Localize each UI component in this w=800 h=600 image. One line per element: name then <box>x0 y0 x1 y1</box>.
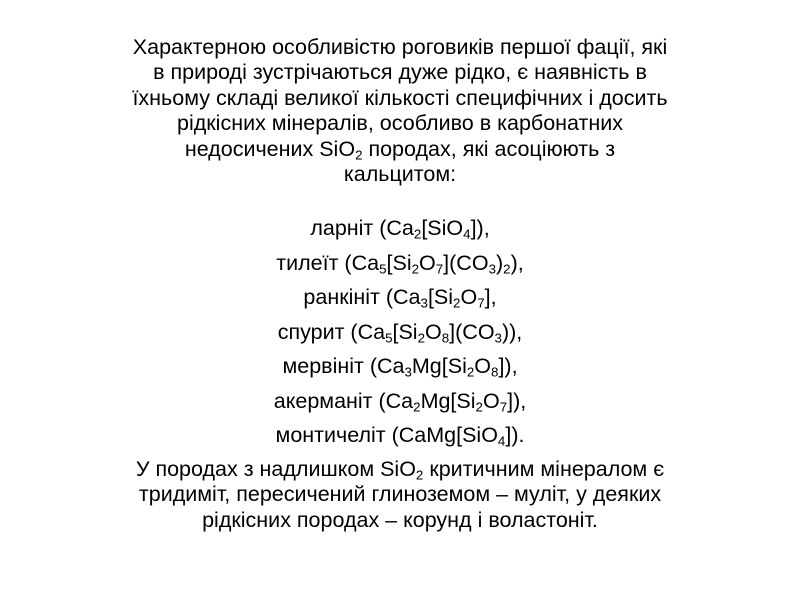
mineral-list <box>0 211 800 453</box>
subscript: 2 <box>411 261 420 277</box>
closing-line: У породах з надлишком SiO$_2$ критичним мінералом є <box>135 457 665 483</box>
closing-paragraph <box>0 457 800 533</box>
mineral-item: ранкініт ($Ca_3[Si_2O_7]$, <box>303 285 497 311</box>
subscript: 7 <box>477 295 485 311</box>
mineral-item: монтичеліт (CaMg[SiO$_4$]). <box>275 423 525 449</box>
mineral-item: спурит $(Ca_5[Si_2O_8](CO_3))$, <box>277 319 523 346</box>
subscript: 2 <box>466 364 475 380</box>
subscript: 2 <box>503 261 511 277</box>
subscript: 2 <box>413 399 421 415</box>
mineral-item: мервініт $(Ca_3Mg[Si_2O_8])$, <box>282 354 518 380</box>
subscript: 2 <box>413 226 422 242</box>
subscript: 8 <box>491 364 499 380</box>
subscript: 4 <box>463 226 471 242</box>
subscript: 7 <box>435 261 444 277</box>
subscript: 5 <box>385 330 393 346</box>
subscript: 4 <box>497 433 506 449</box>
subscript: 3 <box>494 330 502 346</box>
subscript: 7 <box>499 399 508 415</box>
intro-line: Характерною особливістю роговиків першої фації, які <box>132 35 668 59</box>
intro-line: в природі зустрічаються дуже рідко, є наявність в <box>153 60 647 85</box>
intro-line: недосичених SiO$_2$ породах, які асоціюють з <box>184 136 616 163</box>
mineral-item: ларніт $(Ca_2[SiO_4])$, <box>310 216 490 242</box>
closing-line: рідкісних породах – корунд і воластоніт. <box>202 507 598 532</box>
subscript: 2 <box>355 147 363 163</box>
closing-line: тридиміт, пересичений глиноземом – муліт, у деяких <box>138 482 662 507</box>
subscript: 3 <box>488 261 496 277</box>
subscript: 2 <box>453 295 461 311</box>
intro-paragraph <box>0 35 800 187</box>
subscript: 2 <box>475 399 483 415</box>
mineral-item: тилеїт $(Ca_5[Si_2O_7](CO_3)_2)$, <box>276 250 524 277</box>
subscript: 8 <box>441 330 450 346</box>
intro-line: їхньому складі великої кількості специфічних і досить <box>132 85 668 110</box>
subscript: 3 <box>420 295 428 311</box>
subscript: 5 <box>379 261 387 277</box>
subscript: 2 <box>417 330 425 346</box>
subscript: 3 <box>404 364 412 380</box>
intro-line: рідкісних мінералів, особливо в карбонатних <box>176 111 624 136</box>
intro-line: кальцитом: <box>343 162 457 187</box>
mineral-item: акерманіт $(Ca_2Mg[Si_2O_7])$, <box>273 388 527 415</box>
subscript: 2 <box>415 467 424 483</box>
